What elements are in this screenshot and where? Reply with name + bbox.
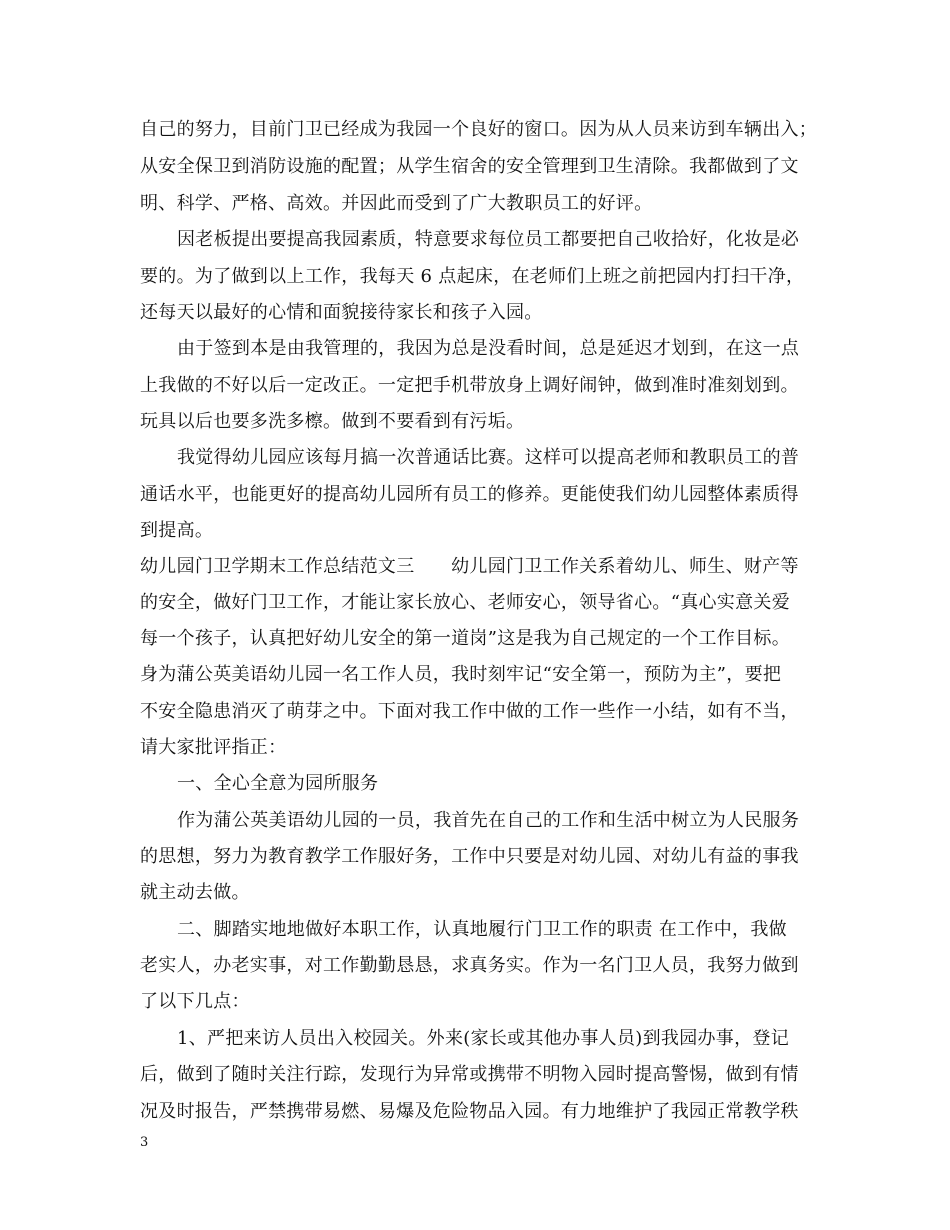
text-line: 每一个孩子，认真把好幼儿安全的第一道岗”这是我为自己规定的一个工作目标。 (140, 628, 790, 649)
subheading: 一、全心全意为园所服务 (177, 773, 379, 794)
text-line: 到提高。 (140, 520, 214, 541)
text-line: 我觉得幼儿园应该每月搞一次普通话比赛。这样可以提高老师和教职员工的普 (177, 447, 800, 468)
text-line: 的安全，做好门卫工作，才能让家长放心、老师安心，领导省心。“真心实意关爱 (140, 592, 790, 613)
text-line: 不安全隐患消灭了萌芽之中。下面对我工作中做的工作一些作一小结，如有不当， (140, 701, 799, 722)
text-line: 老实人，办老实事，对工作勤勤恳恳，求真务实。作为一名门卫人员，我努力做到 (140, 955, 799, 976)
text-line: 况及时报告，严禁携带易燃、易爆及危险物品入园。有力地维护了我园正常教学秩 (140, 1101, 799, 1122)
text-line: 因老板提出要提高我园素质，特意要求每位员工都要把自己收拾好，化妆是必 (177, 229, 800, 250)
text-line: 还每天以最好的心情和面貌接待家长和孩子入园。 (140, 302, 543, 323)
text-line: 就主动去做。 (140, 882, 250, 903)
text-line: 明、科学、严格、高效。并因此而受到了广大教职员工的好评。 (140, 193, 653, 214)
section-heading: 幼儿园门卫学期末工作总结范文三 幼儿园门卫工作关系着幼儿、师生、财产等 (140, 556, 799, 577)
page-number: 3 (140, 1135, 149, 1150)
text-line: 由于签到本是由我管理的，我因为总是没看时间，总是延迟才划到，在这一点 (177, 338, 800, 359)
text-line: 通话水平，也能更好的提高幼儿园所有员工的修养。更能使我们幼儿园整体素质得 (140, 484, 799, 505)
text-line: 请大家批评指正： (140, 737, 287, 758)
text-line: 1、严把来访人员出入校园关。外来(家长或其他办事人员)到我园办事，登记 (177, 1028, 789, 1049)
text-line: 的思想，努力为教育教学工作服好务，工作中只要是对幼儿园、对幼儿有益的事我 (140, 846, 799, 867)
text-line: 从安全保卫到消防设施的配置；从学生宿舍的安全管理到卫生清除。我都做到了文 (140, 156, 799, 177)
text-line: 作为蒲公英美语幼儿园的一员，我首先在自己的工作和生活中树立为人民服务 (177, 810, 800, 831)
text-line: 后，做到了随时关注行踪，发现行为异常或携带不明物入园时提高警惕，做到有情 (140, 1064, 799, 1085)
text-line: 玩具以后也要多洗多檫。做到不要看到有污垢。 (140, 411, 525, 432)
text-line: 了以下几点： (140, 991, 250, 1012)
text-line: 要的。为了做到以上工作，我每天 6 点起床，在老师们上班之前把园内打扫干净， (140, 266, 805, 287)
subheading: 二、脚踏实地地做好本职工作，认真地履行门卫工作的职责 在工作中，我做 (177, 919, 787, 940)
text-line: 上我做的不好以后一定改正。一定把手机带放身上调好闹钟，做到准时准刻划到。 (140, 375, 799, 396)
text-line: 身为蒲公英美语幼儿园一名工作人员，我时刻牢记“安全第一，预防为主”，要把 (140, 664, 782, 685)
text-line: 自己的努力，目前门卫已经成为我园一个良好的窗口。因为从人员来访到车辆出入； (140, 119, 818, 140)
